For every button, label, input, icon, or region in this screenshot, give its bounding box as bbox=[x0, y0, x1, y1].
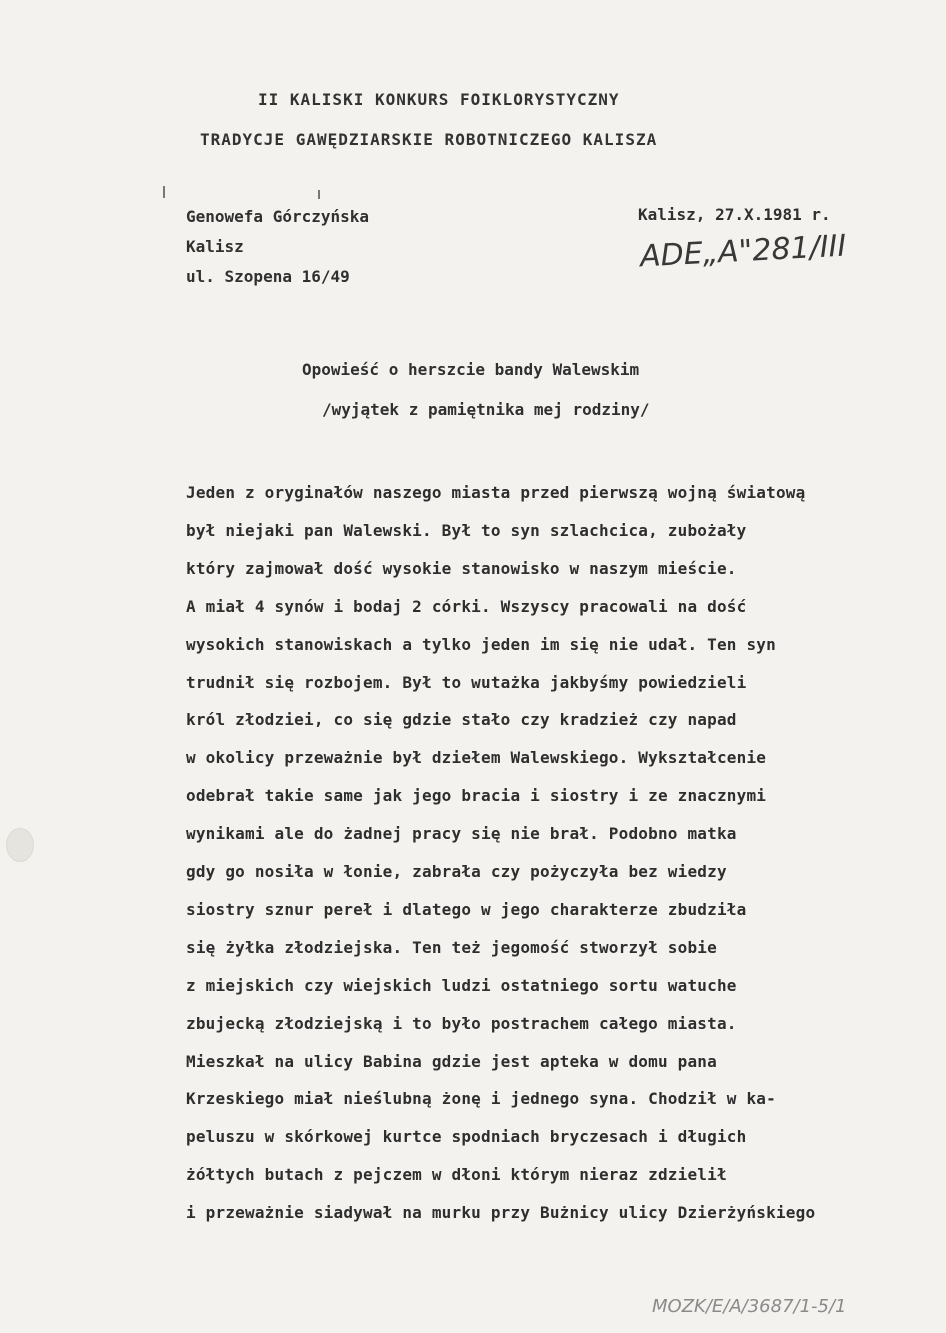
contest-subtitle: TRADYCJE GAWĘDZIARSKIE ROBOTNICZEGO KALISZA bbox=[200, 130, 658, 149]
author-street: ul. Szopena 16/49 bbox=[186, 267, 350, 286]
margin-mark bbox=[163, 186, 165, 198]
contest-title: II KALISKI KONKURS FOIKLORYSTYCZNY bbox=[258, 90, 620, 109]
body-line: gdy go nosiła w łonie, zabrała czy pożyczyła bez wiedzy bbox=[186, 862, 727, 881]
body-line: Krzeskiego miał nieślubną żonę i jednego syna. Chodził w ka- bbox=[186, 1089, 776, 1108]
body-line: się żyłka złodziejska. Ten też jegomość stworzył sobie bbox=[186, 938, 717, 957]
document-date: Kalisz, 27.X.1981 r. bbox=[638, 205, 831, 224]
body-line: peluszu w skórkowej kurtce spodniach bryczesach i długich bbox=[186, 1127, 747, 1146]
body-line: król złodziei, co się gdzie stało czy kradzież czy napad bbox=[186, 710, 737, 729]
body-line: siostry sznur pereł i dlatego w jego charakterze zbudziła bbox=[186, 900, 747, 919]
archive-stamp: MOZK/E/A/3687/1-5/1 bbox=[652, 1296, 847, 1317]
body-line: z miejskich czy wiejskich ludzi ostatniego sortu watuche bbox=[186, 976, 737, 995]
body-line: wynikami ale do żadnej pracy się nie brał. Podobno matka bbox=[186, 824, 737, 843]
body-line: A miał 4 synów i bodaj 2 córki. Wszyscy pracowali na dość bbox=[186, 597, 747, 616]
body-line: w okolicy przeważnie był dziełem Walewskiego. Wykształcenie bbox=[186, 748, 767, 767]
body-line: który zajmował dość wysokie stanowisko w naszym mieście. bbox=[186, 559, 737, 578]
body-line: i przeważnie siadywał na murku przy Bużnicy ulicy Dzierżyńskiego bbox=[186, 1203, 816, 1222]
handwritten-archive-signature: ADE„A"281/III bbox=[639, 228, 848, 275]
body-line: zbujecką złodziejską i to było postrachem całego miasta. bbox=[186, 1014, 737, 1033]
body-line: żółtych butach z pejczem w dłoni którym nieraz zdzielił bbox=[186, 1165, 727, 1184]
body-line: był niejaki pan Walewski. Był to syn szlachcica, zubożały bbox=[186, 521, 747, 540]
body-line: trudnił się rozbojem. Był to wutażka jakbyśmy powiedzieli bbox=[186, 673, 747, 692]
author-name: Genowefa Górczyńska bbox=[186, 207, 370, 226]
punch-hole bbox=[6, 828, 34, 862]
body-line: odebrał takie same jak jego bracia i siostry i ze znacznymi bbox=[186, 786, 767, 805]
body-line: Mieszkał na ulicy Babina gdzie jest apteka w domu pana bbox=[186, 1052, 717, 1071]
story-title: Opowieść o herszcie bandy Walewskim bbox=[302, 360, 640, 379]
author-city: Kalisz bbox=[186, 237, 244, 256]
margin-mark bbox=[318, 190, 320, 199]
body-line: wysokich stanowiskach a tylko jeden im się nie udał. Ten syn bbox=[186, 635, 776, 654]
story-subtitle: /wyjątek z pamiętnika mej rodziny/ bbox=[322, 400, 650, 419]
body-line: Jeden z oryginałów naszego miasta przed pierwszą wojną światową bbox=[186, 483, 806, 502]
